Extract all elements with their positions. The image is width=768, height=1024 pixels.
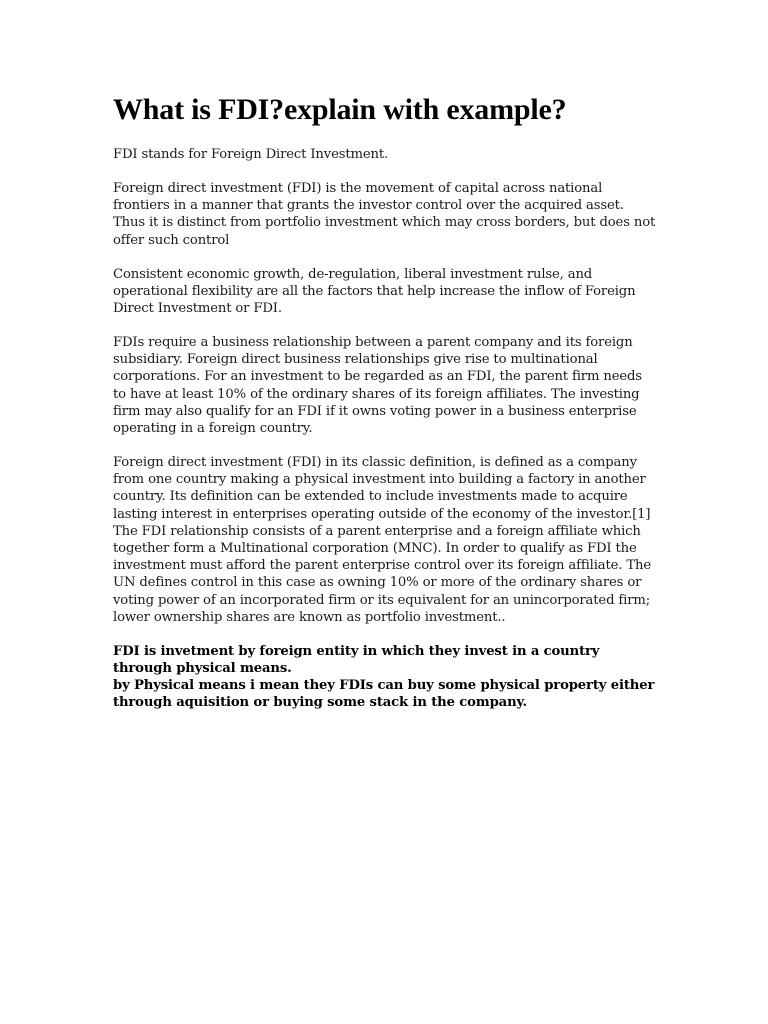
paragraph-growth-factors: Consistent economic growth, de-regulation, liberal investment rulse, and operational flexibility are all the factors that help increase the inflow of Foreign Direct Investment or FDI. [113,266,636,317]
document-title: What is FDI?explain with example? [113,93,567,126]
document-page [113,92,658,712]
paragraph-business-relationship: FDIs require a business relationship between a parent company and its foreign subsidiary. Foreign direct business relationships give rise to multinational corporations. For an investment to be regarded as an FDI, the parent firm needs to have at least 10% of the ordinary shares of its foreign affiliates. The investing firm may also qualify for an FDI if it owns voting power in a business enterprise operating in a foreign country. [113,335,642,437]
bold-summary-line-2: by Physical means i mean they FDIs can buy some physical property either through aquisition or buying some stack in the company. [113,678,655,711]
paragraph-classic-definition: Foreign direct investment (FDI) in its classic definition, is defined as a company from one country making a physical investment into building a factory in another country. Its definition can be extended to include investments made to acquire lasting interest in enterprises operating outside of the economy of the investor.[1] The FDI relationship consists of a parent enterprise and a foreign affiliate which together form a Multinational corporation (MNC). In order to qualify as FDI the investment must afford the parent enterprise control over its foreign affiliate. The UN defines control in this case as owning 10% or more of the ordinary shares or voting power of an incorporated firm or its equivalent for an unincorporated firm; lower ownership shares are known as portfolio investment.. [113,455,652,625]
bold-summary-line-1: FDI is invetment by foreign entity in which they invest in a country through physical means. [113,643,600,677]
paragraph-definition: FDI stands for Foreign Direct Investment. [113,147,389,162]
paragraph-capital-movement: Foreign direct investment (FDI) is the movement of capital across national frontiers in a manner that grants the investor control over the acquired asset. Thus it is distinct from portfolio investment which may cross borders, but does not offer such control [113,181,656,248]
